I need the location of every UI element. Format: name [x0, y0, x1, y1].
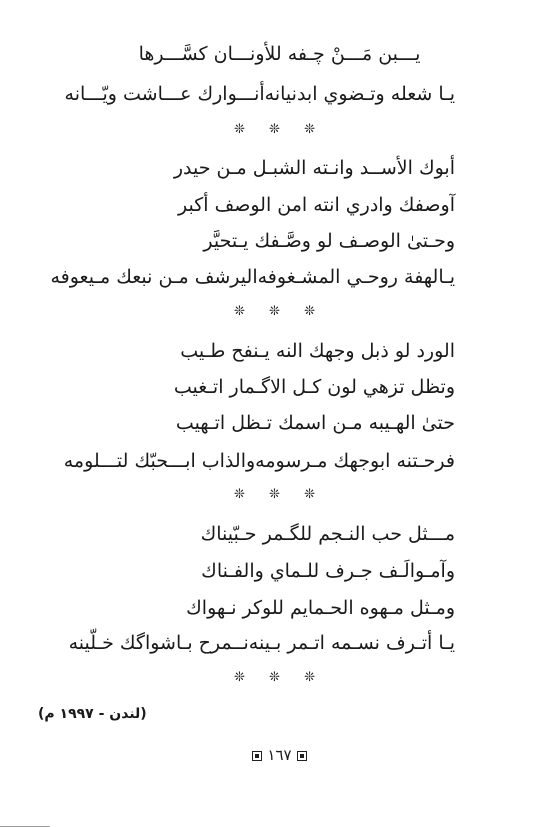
verse-line: وتظل تزهي لون كـل الاگـمار اتـغيب	[173, 376, 455, 398]
verse-hemistich-left: اليرشف مـن نبعك مـيعوفه	[50, 266, 258, 288]
verse-line: حتىٰ الهـيبه مـن اسمك تـظل اتـهيب	[175, 412, 455, 434]
verse-line-split	[64, 82, 455, 106]
verse-line: وحـتىٰ الوصـف لو وصَّـفك يـتحيَّر	[203, 230, 455, 252]
place-date-signature: (لندن - ١٩٩٧ م)	[38, 706, 147, 722]
verse-line: آوصفك وادري انته امن الوصف أكبر	[177, 194, 455, 216]
stanza-separator: ❊ ❊ ❊	[234, 122, 325, 137]
page-number-footer	[0, 746, 559, 764]
page-number: ١٦٧	[267, 746, 292, 764]
verse-hemistich-right: يـالهفة روحـي المشـغوفه	[257, 266, 455, 288]
verse-hemistich-left: والذاب ابـــحبّك لتـــلومه	[63, 450, 256, 472]
verse-hemistich-right: يـا أتـرف نسـمه اتـمر بـينه	[248, 632, 455, 654]
verse-line-split	[68, 631, 455, 655]
verse-line: مـــثل حب النـجم للگـمر حـبّيناك	[200, 523, 455, 545]
verse-line: الورد لو ذبل وجهك النه يـنفح طـيب	[180, 340, 455, 362]
verse-line-split	[50, 265, 455, 289]
verse-hemistich-left: أنـــوارك عـــاشت ويّـــانه	[64, 83, 265, 105]
verse-hemistich-right: يـا شعله وتـضوي ابدنيانه	[264, 83, 455, 105]
verse-line: أبوك الأســد وانـته الشبـل مـن حيدر	[173, 157, 455, 179]
ornament-square-icon	[252, 751, 262, 761]
stanza-separator: ❊ ❊ ❊	[234, 670, 325, 685]
verse-line: يـــبن مَـــنْ چـفه للأونـــان كسَّـــرها	[138, 43, 421, 65]
verse-line-split	[63, 449, 455, 473]
verse-line: وآمـوالَـف جـرف للـماي والفـناك	[201, 560, 455, 582]
stanza-separator: ❊ ❊ ❊	[234, 487, 325, 502]
stanza-separator: ❊ ❊ ❊	[234, 304, 325, 319]
ornament-square-icon	[297, 751, 307, 761]
verse-line: ومـثل مـهوه الحـمايم للوكر نـهواك	[186, 597, 455, 619]
verse-hemistich-left: نــمرح بـاشواگك خـلّينه	[68, 632, 249, 654]
verse-hemistich-right: فرحـتنه ابوجهك مـرسومه	[255, 450, 455, 472]
